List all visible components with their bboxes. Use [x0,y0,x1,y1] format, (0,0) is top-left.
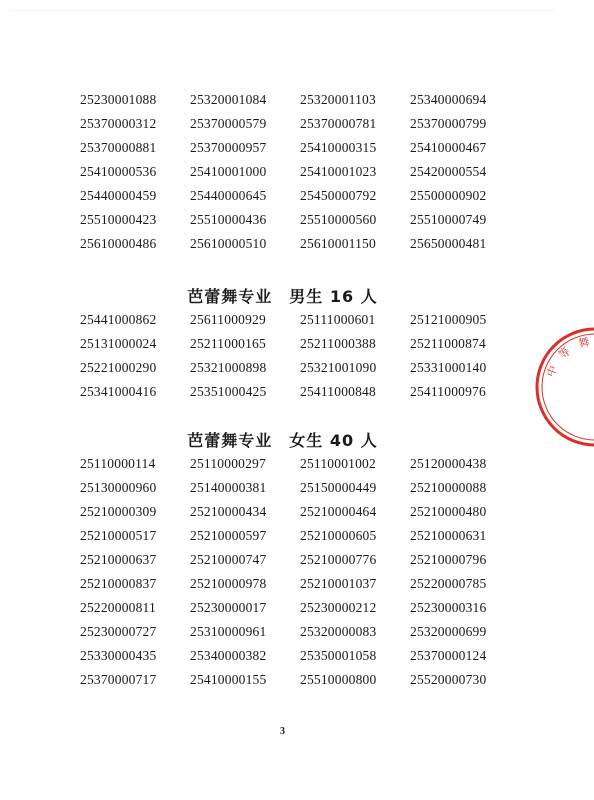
candidate-number: 25510000560 [300,212,377,227]
candidate-number: 25211000874 [410,336,486,351]
candidate-number: 25370000799 [410,116,487,131]
candidate-number-grid-top [80,88,510,256]
candidate-number: 25440000459 [80,188,157,203]
candidate-number: 25370000717 [80,672,157,687]
candidate-number: 25210000597 [190,528,267,543]
candidate-number: 25320001103 [300,92,376,107]
candidate-number: 25370000312 [80,116,157,131]
candidate-number: 25211000165 [190,336,266,351]
candidate-number: 25220000811 [80,600,156,615]
candidate-number: 25120000438 [410,456,487,471]
candidate-number: 25510000749 [410,212,487,227]
candidate-number: 25230000212 [300,600,377,615]
candidate-number: 25110000297 [190,456,266,471]
candidate-number: 25411000976 [410,384,486,399]
page-number: 3 [280,726,285,737]
seal-character: 中 [544,364,561,379]
candidate-number: 25351000425 [190,384,267,399]
candidate-number: 25210000637 [80,552,157,567]
seal-character: 舞 [577,335,591,351]
candidate-number: 25320001084 [190,92,267,107]
candidate-number: 25210000517 [80,528,157,543]
candidate-number: 25441000862 [80,312,157,327]
candidate-number: 25350001058 [300,648,377,663]
candidate-number: 25321001090 [300,360,377,375]
candidate-number: 25330000435 [80,648,157,663]
candidate-number: 25410000155 [190,672,267,687]
candidate-number: 25420000554 [410,164,487,179]
candidate-number: 25341000416 [80,384,157,399]
candidate-number: 25410001000 [190,164,267,179]
candidate-number: 25650000481 [410,236,487,251]
official-seal-icon [530,322,594,452]
candidate-number: 25220000785 [410,576,487,591]
candidate-number: 25210000605 [300,528,377,543]
candidate-number: 25370000957 [190,140,267,155]
candidate-number: 25230001088 [80,92,157,107]
candidate-number: 25210000747 [190,552,267,567]
candidate-number: 25130000960 [80,480,157,495]
candidate-number-grid-male [80,308,510,404]
candidate-number: 25410000467 [410,140,487,155]
candidate-number: 25121000905 [410,312,487,327]
candidate-number: 25500000902 [410,188,487,203]
candidate-number: 25410000315 [300,140,377,155]
candidate-number: 25370000124 [410,648,487,663]
candidate-number: 25111000601 [300,312,376,327]
candidate-number: 25210000088 [410,480,487,495]
candidate-number: 25611000929 [190,312,266,327]
candidate-number: 25210000796 [410,552,487,567]
candidate-number: 25450000792 [300,188,377,203]
candidate-number: 25410001023 [300,164,377,179]
candidate-number: 25140000381 [190,480,267,495]
candidate-number: 25510000436 [190,212,267,227]
candidate-number: 25340000694 [410,92,487,107]
candidate-number: 25230000727 [80,624,157,639]
candidate-number: 25210000480 [410,504,487,519]
candidate-number: 25230000316 [410,600,487,615]
candidate-number: 25110000114 [80,456,156,471]
candidate-number: 25131000024 [80,336,157,351]
candidate-number: 25210000631 [410,528,487,543]
candidate-number: 25110001002 [300,456,376,471]
candidate-number: 25510000800 [300,672,377,687]
candidate-number: 25320000699 [410,624,487,639]
candidate-number: 25520000730 [410,672,487,687]
candidate-number: 25331000140 [410,360,487,375]
candidate-number: 25610000486 [80,236,157,251]
candidate-number: 25340000382 [190,648,267,663]
candidate-number: 25210000978 [190,576,267,591]
candidate-number: 25310000961 [190,624,267,639]
candidate-number: 25370000881 [80,140,157,155]
candidate-number: 25210000464 [300,504,377,519]
candidate-number: 25321000898 [190,360,267,375]
candidate-number: 25150000449 [300,480,377,495]
candidate-number: 25610001150 [300,236,376,251]
candidate-number: 25210001037 [300,576,377,591]
section-heading-male: 芭蕾舞专业 男生 16 人 [187,287,378,306]
candidate-number: 25230000017 [190,600,267,615]
candidate-number: 25320000083 [300,624,377,639]
candidate-number: 25210000837 [80,576,157,591]
candidate-number-grid-female [80,452,510,692]
candidate-number: 25210000776 [300,552,377,567]
candidate-number: 25410000536 [80,164,157,179]
candidate-number: 25210000434 [190,504,267,519]
candidate-number: 25411000848 [300,384,376,399]
candidate-number: 25370000781 [300,116,377,131]
candidate-number: 25210000309 [80,504,157,519]
candidate-number: 25510000423 [80,212,157,227]
candidate-number: 25211000388 [300,336,376,351]
candidate-number: 25221000290 [80,360,157,375]
seal-character: 等 [556,344,574,362]
scan-edge-line [10,10,555,11]
section-heading-female: 芭蕾舞专业 女生 40 人 [187,431,378,450]
candidate-number: 25440000645 [190,188,267,203]
candidate-number: 25370000579 [190,116,267,131]
candidate-number: 25610000510 [190,236,267,251]
